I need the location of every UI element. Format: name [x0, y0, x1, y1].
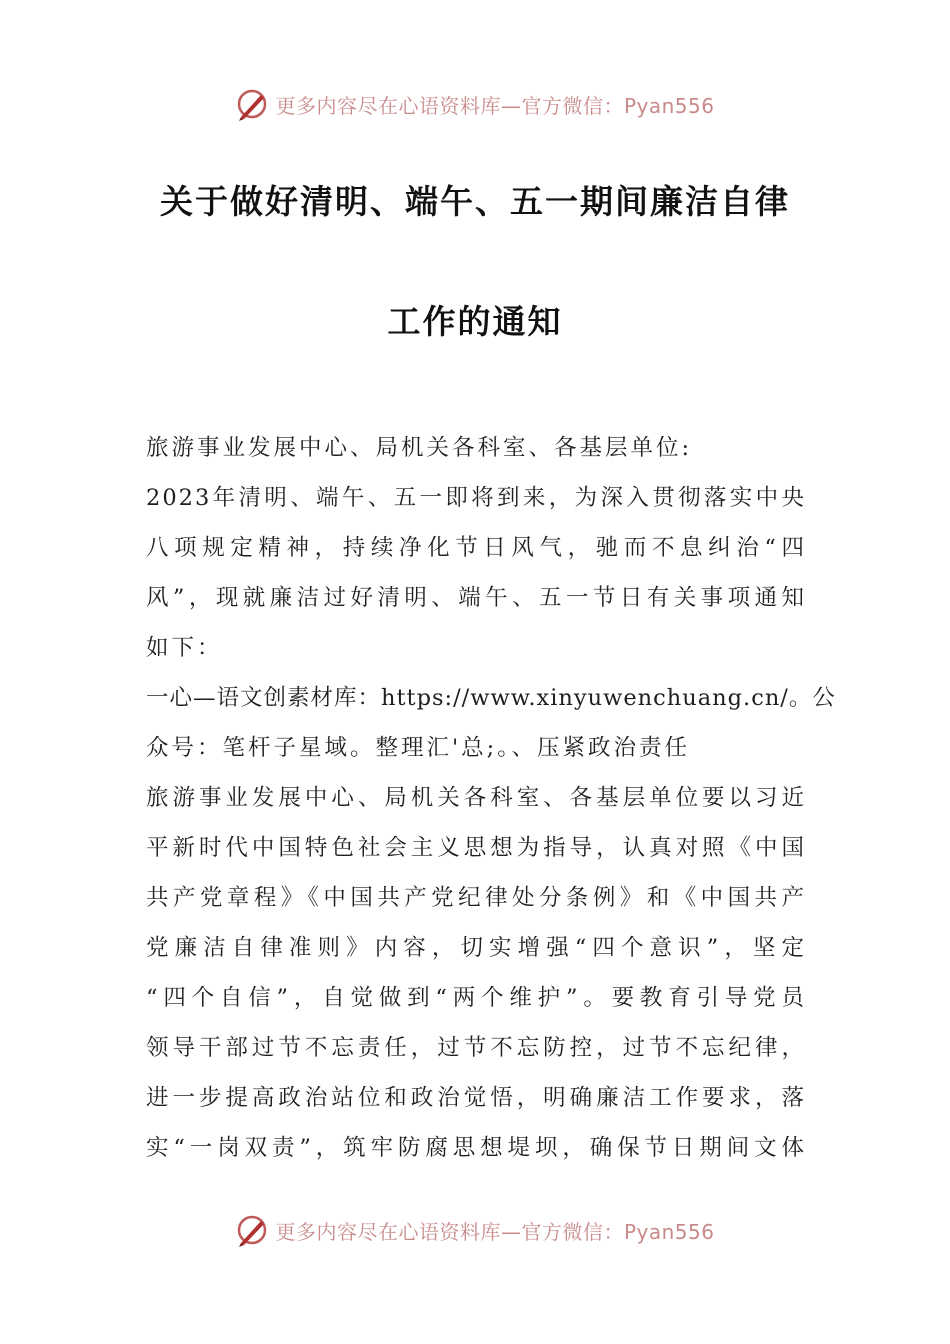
body-line: “四个自信”，自觉做到“两个维护”。要教育引导党员	[146, 985, 806, 1011]
body-line: 共产党章程》《中国共产党纪律处分条例》和《中国共产	[146, 885, 806, 911]
document-title-line-1: 关于做好清明、端午、五一期间廉洁自律	[160, 182, 790, 221]
watermark-text: 更多内容尽在心语资料库—官方微信：Pyan556	[275, 1219, 715, 1244]
pen-in-circle-icon	[235, 1213, 269, 1247]
watermark-text: 更多内容尽在心语资料库—官方微信：Pyan556	[275, 93, 715, 118]
body-line: 八项规定精神，持续净化节日风气，驰而不息纠治“四	[146, 535, 806, 561]
body-line: 旅游事业发展中心、局机关各科室、各基层单位:	[146, 435, 693, 461]
body-line: 党廉洁自律准则》内容，切实增强“四个意识”，坚定	[146, 935, 806, 961]
body-line: 风”，现就廉洁过好清明、端午、五一节日有关事项通知	[146, 585, 806, 611]
body-line: 领导干部过节不忘责任，过节不忘防控，过节不忘纪律，	[146, 1035, 806, 1061]
footer-watermark	[0, 1210, 950, 1250]
body-line: 实“一岗双责”，筑牢防腐思想堤坝，确保节日期间文体	[146, 1135, 806, 1161]
body-line: 一心—语文创素材库：https://www.xinyuwenchuang.cn/。公	[146, 685, 836, 711]
body-line: 进一步提高政治站位和政治觉悟，明确廉洁工作要求，落	[146, 1085, 806, 1111]
pen-in-circle-icon	[235, 87, 269, 121]
body-line: 如下：	[146, 635, 223, 661]
body-line: 旅游事业发展中心、局机关各科室、各基层单位要以习近	[146, 785, 806, 811]
body-line: 平新时代中国特色社会主义思想为指导，认真对照《中国	[146, 835, 806, 861]
header-watermark	[0, 84, 950, 124]
body-line: 众号：笔杆子星域。整理汇'总;。、压紧政治责任	[146, 735, 691, 761]
body-line: 2023年清明、端午、五一即将到来，为深入贯彻落实中央	[146, 485, 806, 511]
document-title-line-2: 工作的通知	[387, 302, 563, 341]
